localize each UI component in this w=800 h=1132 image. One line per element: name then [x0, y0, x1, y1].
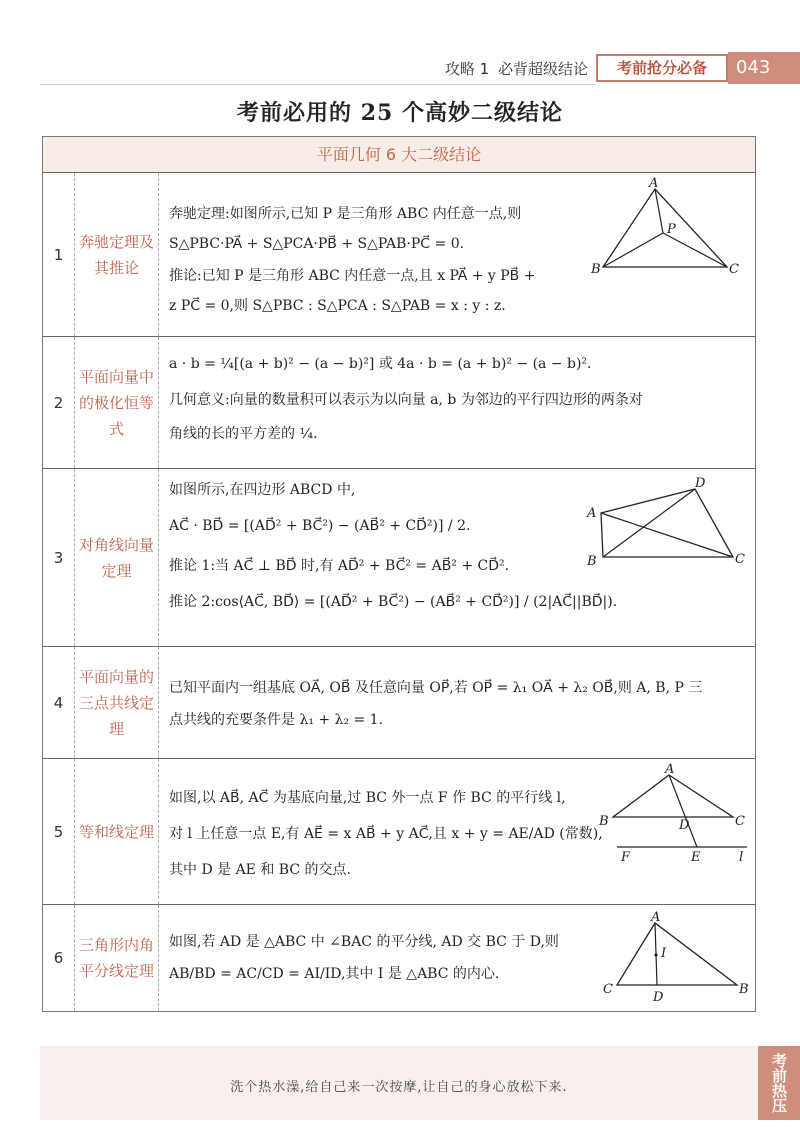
row-content	[159, 647, 755, 758]
label-c: C	[735, 552, 745, 567]
equal-sum-line-diagram	[599, 762, 749, 865]
label-a: A	[651, 910, 661, 925]
content-line: 角线的长的平方差的 ¼.	[169, 426, 318, 442]
triangle-abc	[603, 189, 727, 267]
quadrilateral-diagram	[577, 476, 747, 579]
header-subtitle: 必背超级结论	[497, 60, 588, 78]
angle-bisector-diagram	[599, 911, 749, 1007]
page-header	[0, 52, 800, 86]
content-line: AC⃗ · BD⃗ = [(AD⃗² + BC⃗²) − (AB⃗² + CD⃗²)] / 2.	[169, 518, 471, 534]
content-line: 推论 1:当 AC⃗ ⊥ BD⃗ 时,有 AD⃗² + BC⃗² = AB⃗² + CD⃗².	[169, 558, 510, 574]
row-name: 三角形内角平分线定理	[75, 905, 159, 1011]
label-d: D	[679, 818, 690, 833]
content-line: 已知平面内一组基底 OA⃗, OB⃗ 及任意向量 OP⃗,若 OP⃗ = λ₁ OA⃗ + λ₂ OB⃗,则 A, B, P 三	[169, 680, 703, 696]
table-row	[43, 647, 755, 759]
page-number: 043	[728, 52, 800, 84]
benz-triangle-diagram	[587, 176, 739, 281]
table-heading: 平面几何 6 大二级结论	[43, 137, 755, 173]
segment-pb	[603, 233, 663, 267]
row-name: 等和线定理	[75, 759, 159, 904]
row-content	[159, 759, 755, 904]
content-line: 点共线的充要条件是 λ₁ + λ₂ = 1.	[169, 712, 384, 728]
header-section-label: 攻略 1	[444, 60, 490, 78]
label-c: C	[603, 982, 613, 997]
triangle-abc	[613, 775, 733, 817]
label-f: F	[621, 850, 631, 865]
row-number: 5	[43, 759, 75, 904]
label-d: D	[653, 990, 664, 1005]
footer-tab: 考前热压	[758, 1046, 800, 1120]
triangle-abc	[617, 923, 737, 985]
row-number: 3	[43, 469, 75, 646]
row-content	[159, 469, 755, 646]
label-i: I	[661, 946, 667, 961]
table-row	[43, 759, 755, 905]
page-footer	[40, 1046, 788, 1120]
header-divider	[40, 84, 596, 85]
row-name: 对角线向量定理	[75, 469, 159, 646]
content-line: 推论 2:cos⟨AC⃗, BD⃗⟩ = [(AD⃗² + BC⃗²) − (AB⃗² + CD⃗²)] / (2|AC⃗||BD⃗|).	[169, 594, 618, 610]
label-b: B	[587, 554, 597, 569]
label-p: P	[667, 222, 676, 237]
table-row	[43, 337, 755, 469]
diagonal-bd	[603, 489, 695, 557]
row-name: 平面向量的三点共线定理	[75, 647, 159, 758]
row-content	[159, 905, 755, 1011]
header-section	[441, 58, 588, 79]
row-number: 1	[43, 173, 75, 336]
content-line: 几何意义:向量的数量积可以表示为以向量 a, b 为邻边的平行四边形的两条对	[169, 392, 643, 408]
segment-pc	[663, 233, 727, 267]
label-b: B	[739, 982, 749, 997]
label-e: E	[691, 850, 701, 865]
row-name: 奔驰定理及其推论	[75, 173, 159, 336]
label-d: D	[695, 476, 706, 491]
row-content	[159, 173, 755, 336]
label-a: A	[665, 762, 675, 777]
theorem-table	[42, 136, 756, 1012]
label-c: C	[729, 262, 739, 277]
table-row	[43, 469, 755, 647]
content-line: 推论:已知 P 是三角形 ABC 内任意一点,且 x PA⃗ + y PB⃗ +	[169, 268, 536, 284]
content-line: z PC⃗ = 0,则 S△PBC : S△PCA : S△PAB = x : y : z.	[169, 298, 506, 314]
label-c: C	[735, 814, 745, 829]
label-b: B	[599, 814, 609, 829]
row-number: 2	[43, 337, 75, 468]
content-line: S△PBC·PA⃗ + S△PCA·PB⃗ + S△PAB·PC⃗ = 0.	[169, 236, 465, 252]
row-content	[159, 337, 755, 468]
segment-ae	[669, 775, 697, 847]
label-b: B	[591, 262, 601, 277]
content-line: 如图,以 AB⃗, AC⃗ 为基底向量,过 BC 外一点 F 作 BC 的平行线 l,	[169, 790, 566, 806]
label-l: l	[739, 850, 744, 865]
table-row	[43, 173, 755, 337]
incenter-point	[654, 953, 657, 956]
content-line: 奔驰定理:如图所示,已知 P 是三角形 ABC 内任意一点,则	[169, 206, 522, 222]
content-line: 对 l 上任意一点 E,有 AE⃗ = x AB⃗ + y AC⃗,且 x + y = AE/AD (常数),	[169, 826, 603, 842]
content-line: a · b = ¼[(a + b)² − (a − b)²] 或 4a · b = (a + b)² − (a − b)².	[169, 356, 592, 372]
content-line: 其中 D 是 AE 和 BC 的交点.	[169, 862, 351, 878]
footer-text: 洗个热水澡,给自己来一次按摩,让自己的身心放松下来.	[230, 1080, 568, 1095]
table-row	[43, 905, 755, 1011]
row-number: 6	[43, 905, 75, 1011]
label-a: A	[649, 176, 659, 191]
row-name: 平面向量中的极化恒等式	[75, 337, 159, 468]
label-a: A	[587, 506, 597, 521]
content-line: AB/BD = AC/CD = AI/ID,其中 I 是 △ABC 的内心.	[169, 966, 500, 982]
content-line: 如图,若 AD 是 △ABC 中 ∠BAC 的平分线, AD 交 BC 于 D,则	[169, 934, 559, 950]
diagonal-ac	[601, 513, 733, 557]
row-number: 4	[43, 647, 75, 758]
page-title: 考前必用的 25 个高妙二级结论	[237, 100, 563, 126]
content-line: 如图所示,在四边形 ABCD 中,	[169, 482, 356, 498]
quadrilateral-abcd	[601, 489, 733, 557]
header-box-label: 考前抢分必备	[596, 54, 728, 82]
